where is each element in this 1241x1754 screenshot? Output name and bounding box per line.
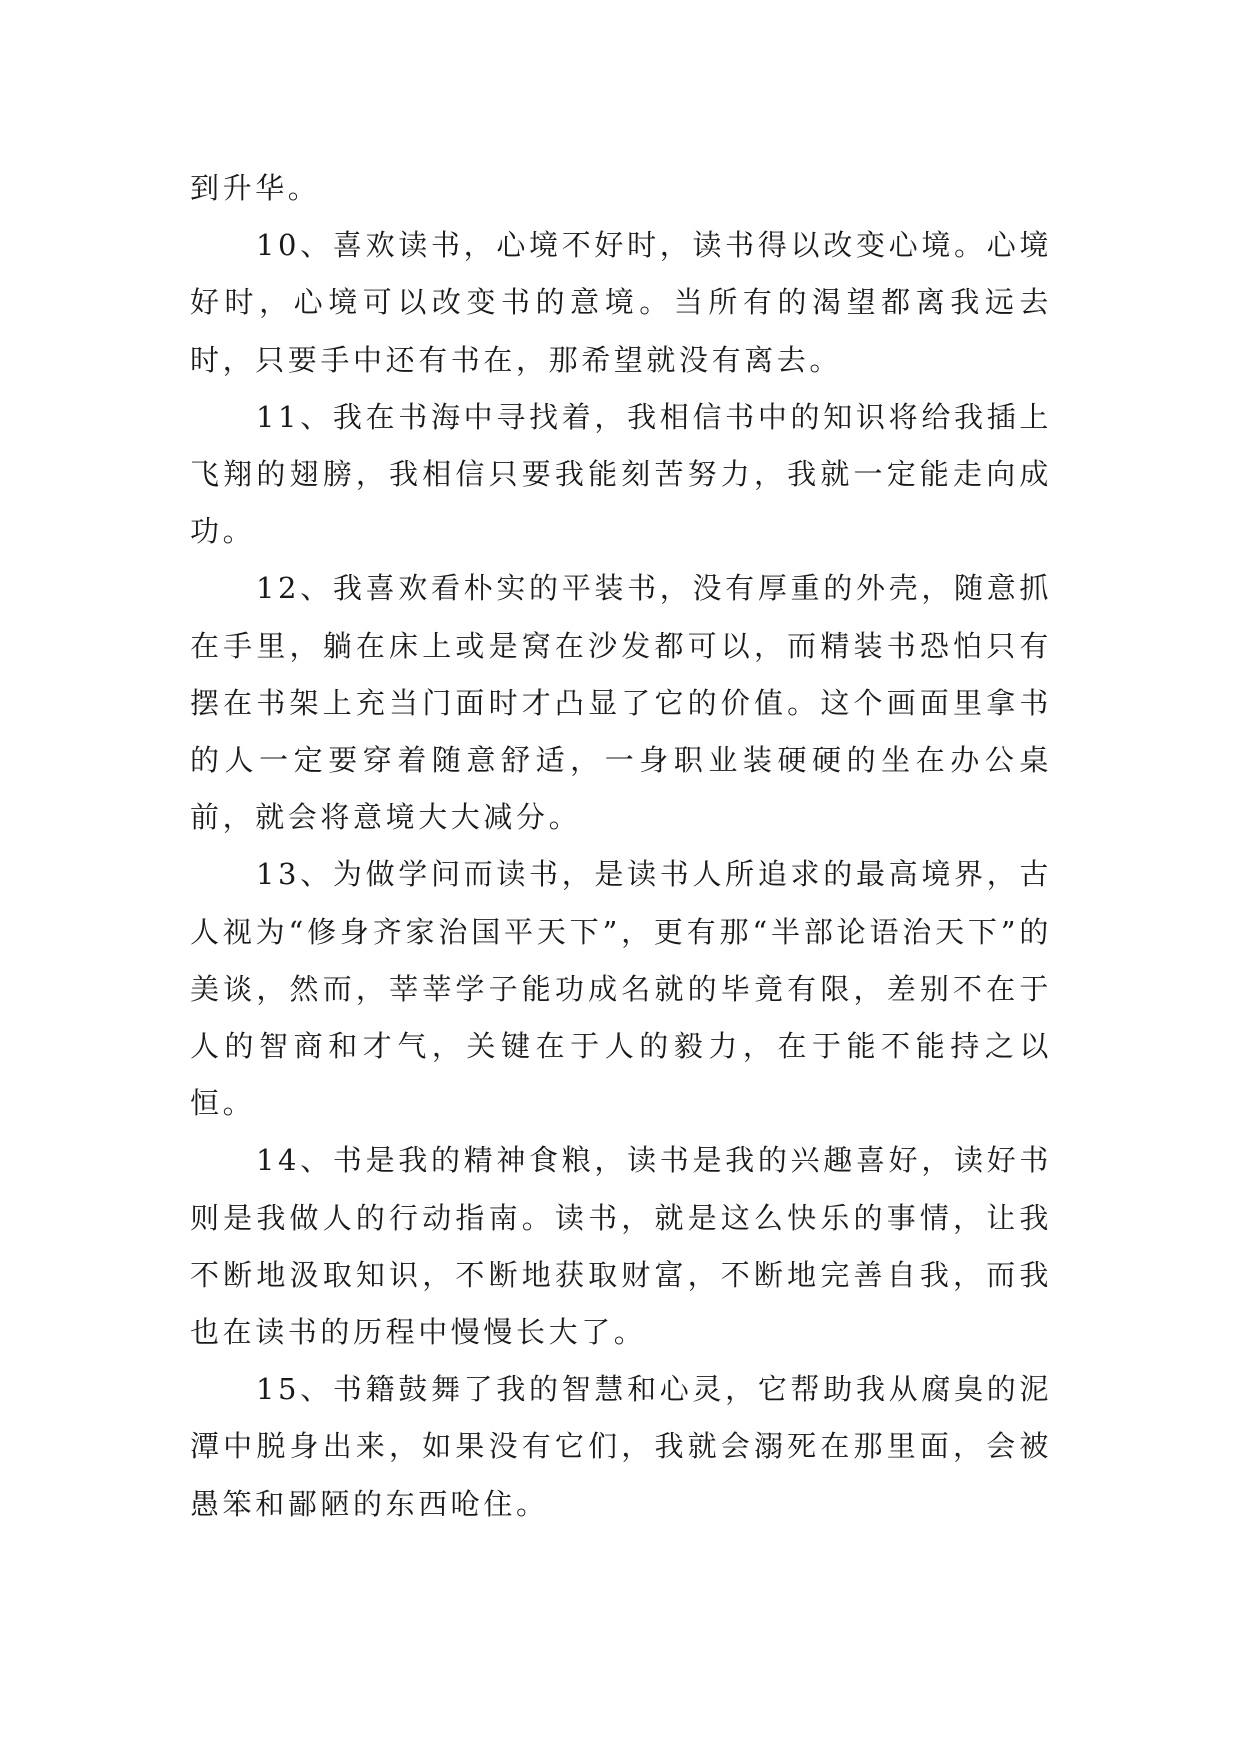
paragraph-13: 13、为做学问而读书，是读书人所追求的最高境界，古人视为“修身齐家治国平天下”，更有那“半部论语治天下”的美谈，然而，莘莘学子能功成名就的毕竟有限，差别不在于人的智商和才气，关键在于人的毅力，在于能不能持之以恒。 <box>190 857 1052 1121</box>
paragraph-14: 14、书是我的精神食粮，读书是我的兴趣喜好，读好书则是我做人的行动指南。读书，就是这么快乐的事情，让我不断地汲取知识，不断地获取财富，不断地完善自我，而我也在读书的历程中慢慢长大了。 <box>190 1143 1052 1350</box>
paragraph-continuation: 到升华。 <box>190 171 321 205</box>
paragraph-12: 12、我喜欢看朴实的平装书，没有厚重的外壳，随意抓在手里，躺在床上或是窝在沙发都可以，而精装书恐怕只有摆在书架上充当门面时才凸显了它的价值。这个画面里拿书的人一定要穿着随意舒适，一身职业装硬硬的坐在办公桌前，就会将意境大大减分。 <box>190 571 1052 835</box>
paragraph-11: 11、我在书海中寻找着，我相信书中的知识将给我插上飞翔的翅膀，我相信只要我能刻苦努力，我就一定能走向成功。 <box>190 399 1052 549</box>
paragraph-10: 10、喜欢读书，心境不好时，读书得以改变心境。心境好时，心境可以改变书的意境。当所有的渴望都离我远去时，只要手中还有书在，那希望就没有离去。 <box>190 228 1052 377</box>
paragraph-15: 15、书籍鼓舞了我的智慧和心灵，它帮助我从腐臭的泥潭中脱身出来，如果没有它们，我就会溺死在那里面，会被愚笨和鄙陋的东西呛住。 <box>190 1372 1052 1521</box>
document-page <box>190 160 1052 1533</box>
